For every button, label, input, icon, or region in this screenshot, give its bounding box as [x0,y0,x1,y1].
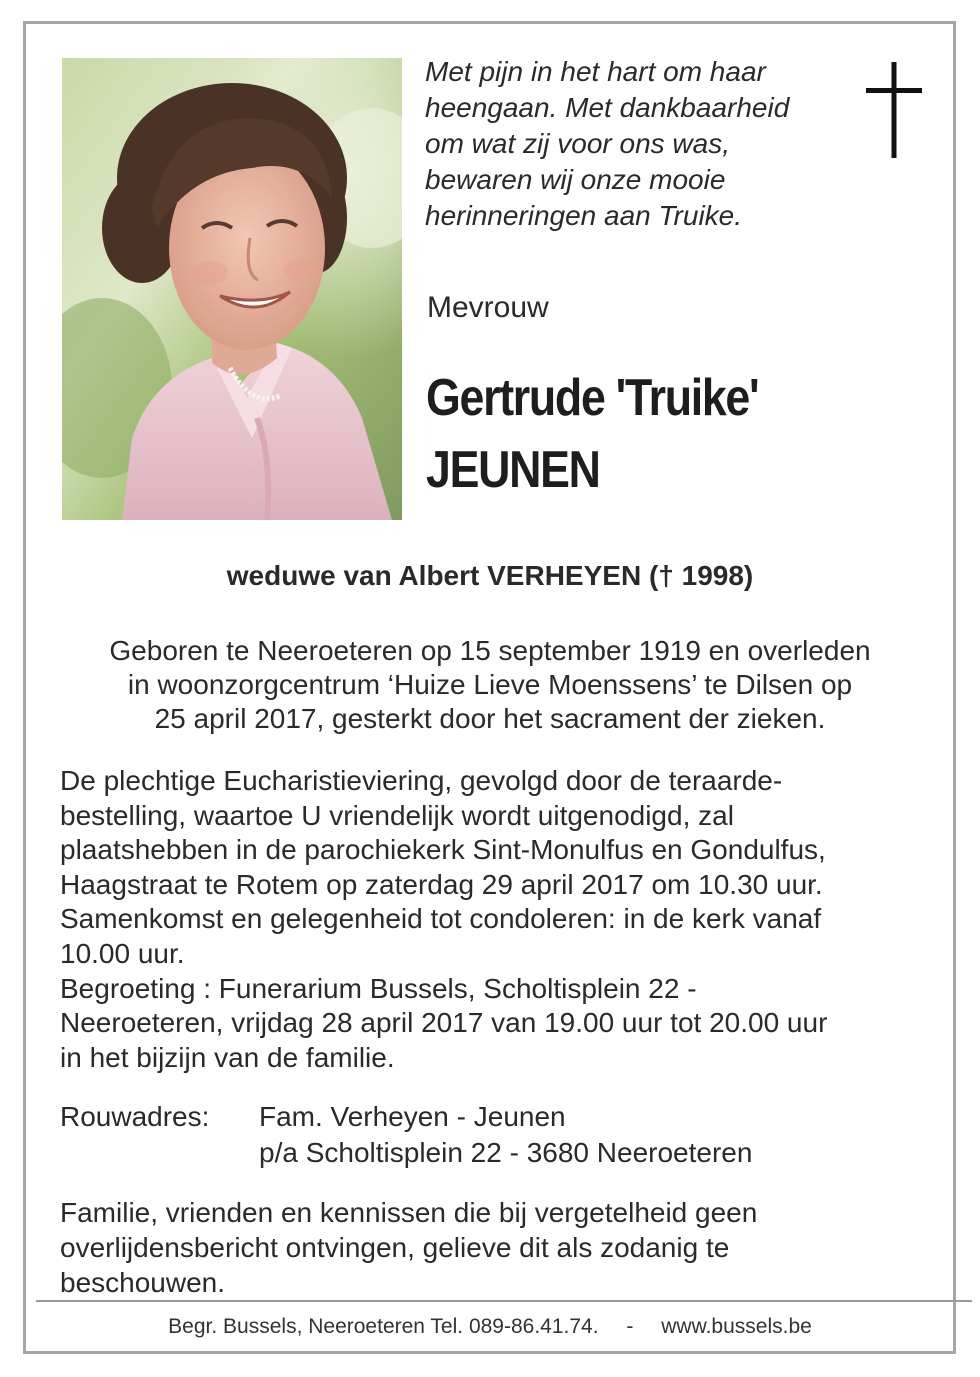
address-line: p/a Scholtisplein 22 - 3680 Neeroeteren [259,1137,753,1168]
text-line: plaatshebben in de parochiekerk Sint-Monulfus en Gondulfus, [60,834,826,866]
quote-line: bewaren wij onze mooie [425,164,726,195]
footer-contact: Begr. Bussels, Neeroeteren Tel. 089-86.41.74. [168,1315,599,1338]
ceremony-paragraph [60,764,827,1075]
text-line: Neeroeteren, vrijdag 28 april 2017 van 19.00 uur tot 20.00 uur [60,1007,828,1039]
text-line: Haagstraat te Rotem op zaterdag 29 april 2017 om 10.30 uur. [60,868,823,900]
address-lines [259,1099,752,1171]
footer-website-link[interactable]: www.bussels.be [661,1315,812,1338]
widow-line: weduwe van Albert VERHEYEN († 1998) [226,560,754,591]
birth-death-paragraph [0,634,980,736]
closing-paragraph [60,1195,757,1300]
text-line: 10.00 uur. [60,937,185,969]
quote-line: om wat zij voor ons was, [425,128,730,159]
quote-line: Met pijn in het hart om haar [425,56,766,87]
text-line: beschouwen. [60,1267,226,1298]
portrait-photo [62,58,402,520]
footer-divider [36,1300,972,1302]
text-line: Begroeting : Funerarium Bussels, Scholtisplein 22 - [60,972,697,1004]
title-prefix: Mevrouw [427,291,549,324]
text-line: in woonzorgcentrum ‘Huize Lieve Moenssens’ te Dilsen op [127,669,853,700]
text-line: in het bijzijn van de familie. [60,1041,395,1073]
text-line: De plechtige Eucharistieviering, gevolgd door de teraarde- [60,765,783,796]
text-line: bestelling, waartoe U vriendelijk wordt uitgenodigd, zal [60,799,734,831]
text-line: overlijdensbericht ontvingen, gelieve dit als zodanig te [60,1232,730,1263]
deceased-surname: JEUNEN [426,441,600,499]
text-line: Familie, vrienden en kennissen die bij vergetelheid geen [60,1197,758,1228]
deceased-first-name: Gertrude 'Truike' [426,369,759,427]
quote-line: herinneringen aan Truike. [425,200,743,231]
deceased-name [426,362,758,506]
memorial-quote [425,54,845,234]
quote-line: heengaan. Met dankbaarheid [425,92,790,123]
address-line: Fam. Verheyen - Jeunen [259,1101,566,1132]
text-line: Geboren te Neeroeteren op 15 september 1919 en overleden [109,635,871,666]
footer-separator: - [626,1315,634,1338]
cross-icon [866,62,922,158]
address-label: Rouwadres: [60,1101,210,1132]
text-line: 25 april 2017, gesterkt door het sacrament der zieken. [154,703,826,734]
footer [0,1313,980,1341]
text-line: Samenkomst en gelegenheid tot condoleren: in de kerk vanaf [60,903,822,935]
